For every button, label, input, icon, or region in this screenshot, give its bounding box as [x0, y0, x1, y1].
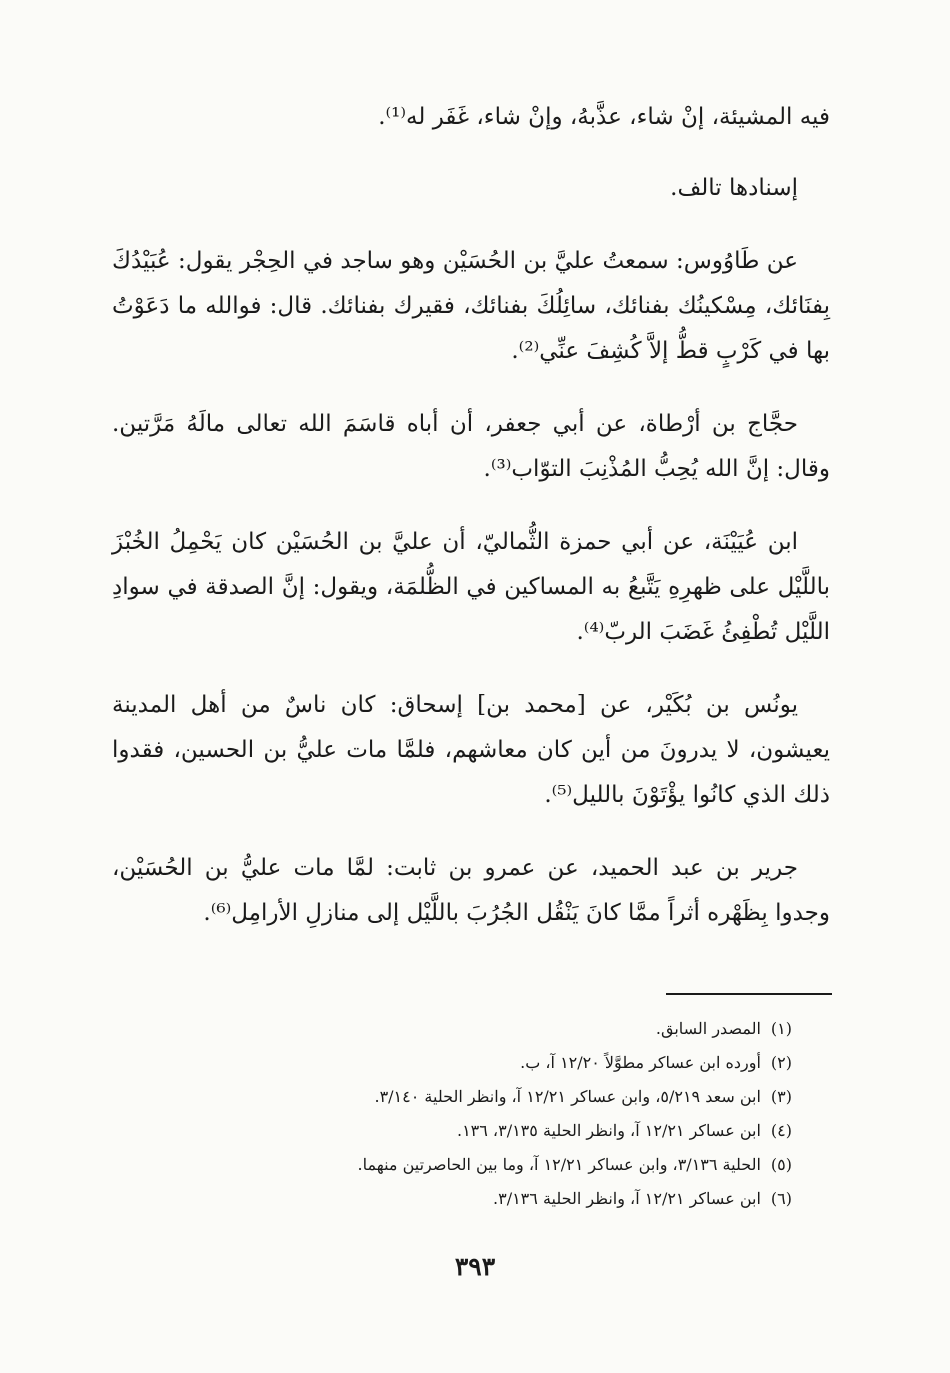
footnote-text: أورده ابن عساكر مطوَّلاً ١٢/٢٠ آ، ب. — [520, 1053, 761, 1072]
paragraph-jarir: جرير بن عبد الحميد، عن عمرو بن ثابت: لمَّا مات عليُّ بن الحُسَيْن، وجدوا بِظَهْره أثراً ممَّا كانَ يَنْقُل الجُرُبَ باللَّيْل إلى منازلِ الأرامِل⁽⁶⁾. — [112, 855, 830, 926]
footnote-text: الحلية ٣/١٣٦، وابن عساكر ١٢/٢١ آ، وما بين الحاصرتين منهما. — [357, 1155, 761, 1174]
page-number: ٣٩٣ — [454, 1252, 496, 1281]
footnote — [152, 1114, 792, 1148]
main-text — [112, 95, 830, 936]
footnote — [152, 1182, 792, 1216]
footnote-separator — [666, 993, 832, 995]
footnote-text: المصدر السابق. — [655, 1019, 761, 1038]
footnote — [152, 1012, 792, 1046]
footnote-number: (٢) — [770, 1053, 792, 1072]
footnotes-list — [152, 1012, 792, 1216]
paragraph-continuation: فيه المشيئة، إنْ شاء، عذَّبهُ، وإنْ شاء، غَفَر له⁽¹⁾. — [378, 104, 830, 130]
footnote-text: ابن عساكر ١٢/٢١ آ، وانظر الحلية ٣/١٣٥، ١٣٦. — [456, 1121, 761, 1140]
footnote-number: (٣) — [770, 1087, 792, 1106]
footnote — [152, 1148, 792, 1182]
footnote — [152, 1080, 792, 1114]
footnote-number: (٦) — [770, 1189, 792, 1208]
footnote-text: ابن عساكر ١٢/٢١ آ، وانظر الحلية ٣/١٣٦. — [493, 1189, 761, 1208]
footnote-text: ابن سعد ٥/٢١٩، وابن عساكر ١٢/٢١ آ، وانظر الحلية ٣/١٤٠. — [374, 1087, 761, 1106]
paragraph-isnad-note: إسنادها تالف. — [670, 175, 798, 201]
paragraph-ibn-uyayna: ابن عُيَيْنَة، عن أبي حمزة الثُّماليّ، أن عليَّ بن الحُسَيْن كان يَحْمِلُ الخُبْزَ باللَّيْل على ظهرِهِ يَتَّبعُ به المساكين في الظُّلمَة، ويقول: إنَّ الصدقة في سوادِ اللَّيْل تُطْفِئُ غَضَبَ الربّ⁽⁴⁾. — [112, 529, 830, 645]
footnote-number: (٥) — [770, 1155, 792, 1174]
paragraph-yunus: يونُس بن بُكَيْر، عن [محمد بن] إسحاق: كان ناسٌ من أهل المدينة يعيشون، لا يدرونَ من أين كان معاشهم، فلمَّا مات عليُّ بن الحسين، فقدوا ذلك الذي كانُوا يؤْتَوْنَ بالليل⁽⁵⁾. — [112, 692, 830, 808]
paragraph-hajjaj: حجَّاج بن أرْطاة، عن أبي جعفر، أن أباه قاسَمَ الله تعالى مالَهُ مَرَّتين. وقال: إنَّ الله يُحِبُّ المُذْنِبَ التوّاب⁽³⁾. — [112, 411, 830, 482]
footnote-number: (٤) — [770, 1121, 792, 1140]
footnote-number: (١) — [770, 1019, 792, 1038]
paragraph-tawus: عن طَاوُوس: سمعتُ عليَّ بن الحُسَيْن وهو ساجد في الحِجْر يقول: عُبَيْدُكَ بِفنَائك، مِسْكينُك بفنائك، سائِلُكَ بفنائك، فقيرك بفنائك. قال: فوالله ما دَعَوْتُ بها في كَرْبٍ قطُّ إلاَّ كُشِفَ عنِّي⁽²⁾. — [112, 248, 830, 364]
footnote — [152, 1046, 792, 1080]
